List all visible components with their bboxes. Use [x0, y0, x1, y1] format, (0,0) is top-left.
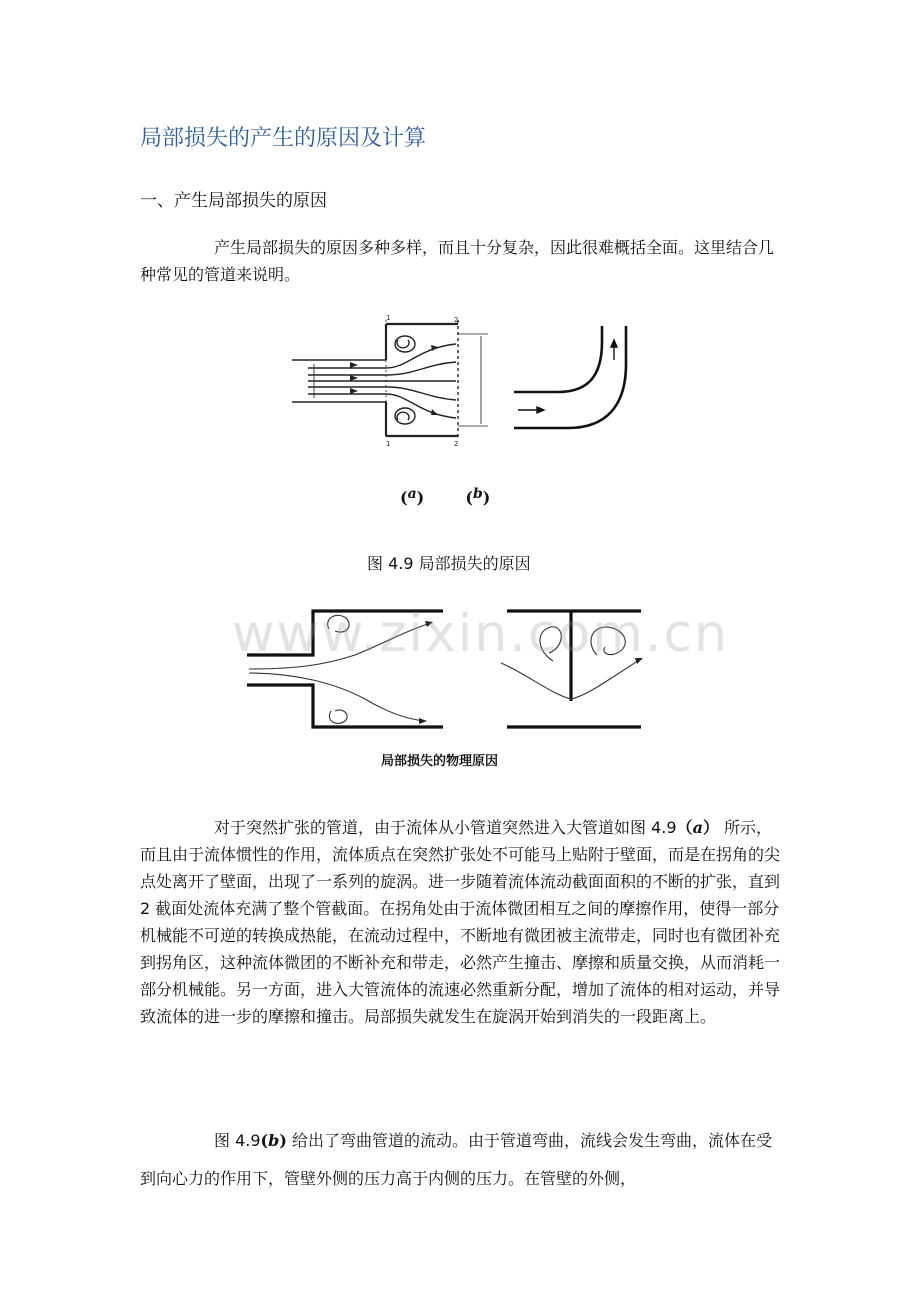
section-mark-2-top: 2 — [454, 316, 459, 324]
section-mark-1-top: 1 — [386, 314, 391, 322]
figure-ref-b: (b) — [260, 1131, 287, 1150]
figure1-sublabels: (a) (b) — [400, 486, 491, 507]
bend-pipe-sketch — [514, 326, 626, 428]
watermark-text: www.zixin.com.cn — [232, 604, 729, 664]
section-heading: 一、产生局部损失的原因 — [140, 191, 327, 211]
page-title: 局部损失的产生的原因及计算 — [140, 126, 427, 151]
paragraph2-body: 给出了弯曲管道的流动。由于管道弯曲，流线会发生弯曲，流体在受到向心力的作用下，管壁外侧的压力高于内侧的压力。在管壁的外侧， — [140, 1131, 772, 1188]
section-mark-1-bottom: 1 — [386, 440, 391, 448]
paragraph2-prefix: 图 4.9 — [214, 1131, 261, 1150]
figure1-caption: 图 4.9 局部损失的原因 — [367, 554, 531, 573]
sublabel-a: a — [407, 486, 417, 502]
paragraph1-text — [140, 814, 780, 1030]
paragraph1-body: 所示，而且由于流体惯性的作用，流体质点在突然扩张处不可能马上贴附于壁面，而是在拐角的尖点处离开了壁面，出现了一系列的旋涡。进一步随着流体流动截面面积的不断的扩张，直到 2 截面处流体充满了整个管截面。在拐角处由于流体微团相互之间的摩擦作用，使得一部分机械能不可逆的转换成热能，在流动过程中，不断地有微团被主流带走，同时也有微团补充到拐角区，这种流体微团的不断补充和带走，必然产生撞击、摩擦和质量交换，从而消耗一部分机械能。另一方面，进入大管流体的流速必然重新分配，增加了流体的相对运动，并导致流体的进一步的摩擦和撞击。局部损失就发生在旋涡开始到消失的一段距离上。 — [140, 818, 781, 1026]
figure2-caption: 局部损失的物理原因 — [381, 754, 499, 769]
paragraph2-text — [140, 1122, 780, 1198]
figure-ref-a: （a） — [676, 818, 719, 837]
intro-text: 产生局部损失的原因多种多样，而且十分复杂，因此很难概括全面。这里结合几种常见的管道来说明。 — [140, 238, 775, 284]
figure-4-9-diagram — [288, 312, 640, 448]
section-mark-2-bottom: 2 — [454, 440, 459, 448]
paragraph1-line1: 对于突然扩张的管道，由于流体从小管道突然进入大管道如图 4.9 — [214, 818, 677, 837]
intro-paragraph — [140, 234, 780, 288]
paragraph-sudden-expansion — [140, 814, 780, 1030]
paragraph-bend — [140, 1122, 780, 1198]
flow-arrowheads — [350, 345, 438, 415]
sublabel-b: b — [472, 486, 483, 502]
sudden-expansion-sketch — [292, 320, 488, 440]
